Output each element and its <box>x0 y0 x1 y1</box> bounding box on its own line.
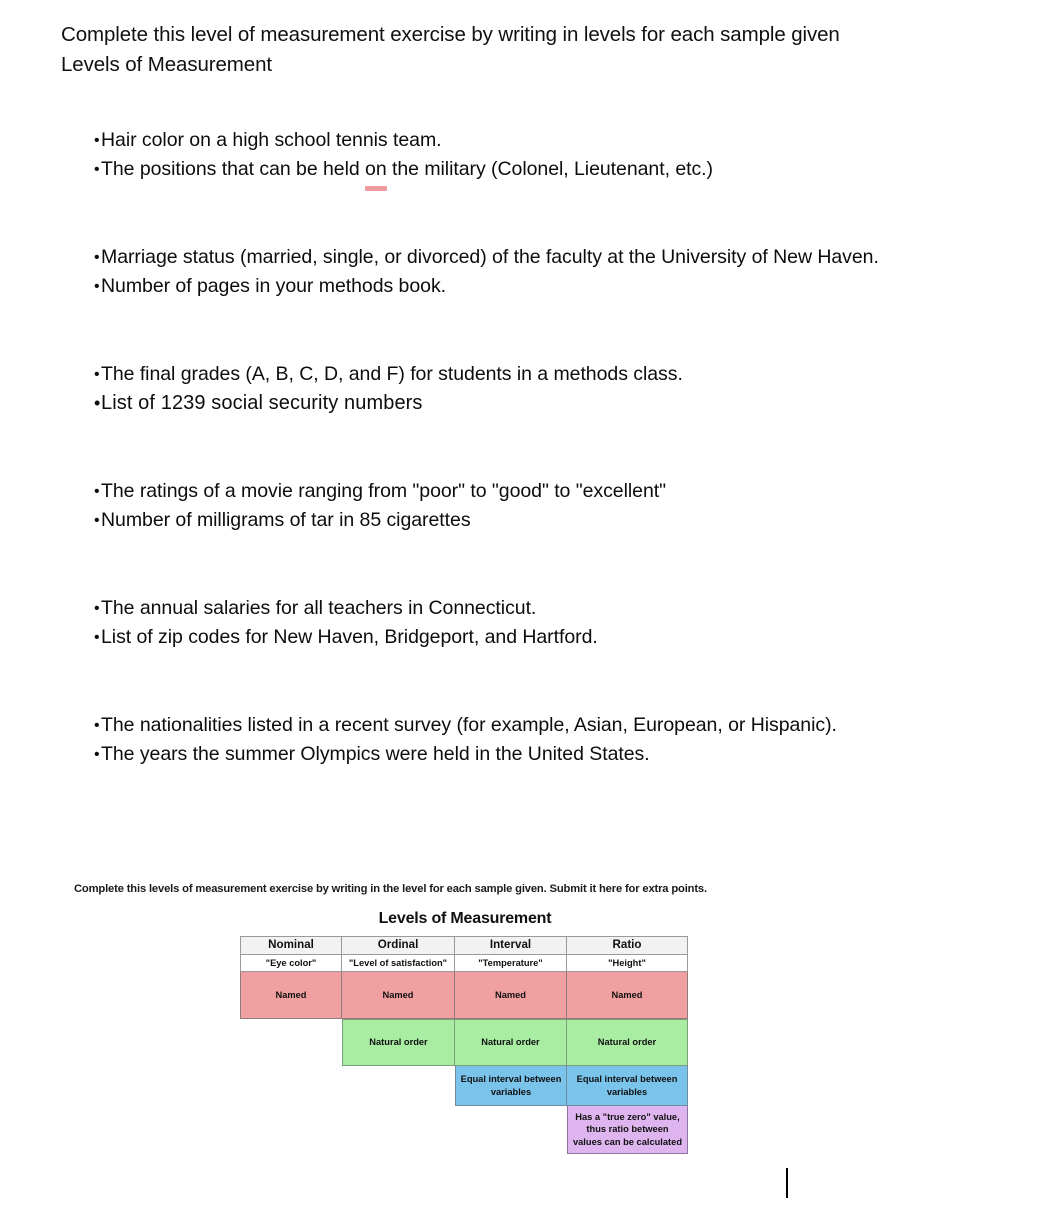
bullet-glyph: • <box>94 161 100 178</box>
list-item-text: The final grades (A, B, C, D, and F) for students in a methods class. <box>101 363 683 385</box>
list-item-text: List of zip codes for New Haven, Bridgeport, and Hartford. <box>101 626 598 648</box>
list-item <box>61 711 1001 740</box>
list-item-text: The nationalities listed in a recent survey (for example, Asian, European, or Hispanic). <box>101 714 837 736</box>
figure-caption: Complete this levels of measurement exercise by writing in the level for each sample given. Submit it here for extra points. <box>74 883 707 895</box>
bullet-glyph: • <box>94 278 100 295</box>
table-row-named <box>240 972 688 1019</box>
list-item-text: Number of milligrams of tar in 85 cigarettes <box>101 509 471 531</box>
text-caret <box>786 1168 788 1198</box>
cell-order-nominal-empty <box>240 1019 342 1066</box>
list-item <box>61 126 1001 155</box>
bullet-glyph: • <box>94 249 100 266</box>
bullet-glyph: • <box>94 132 100 149</box>
cell-ratio-ratio: Has a "true zero" value, thus ratio between values can be calculated <box>567 1106 688 1154</box>
example-ratio: "Height" <box>567 955 688 972</box>
bullet-group-1 <box>61 126 1001 184</box>
figure-title: Levels of Measurement <box>378 910 552 927</box>
bullet-glyph: • <box>94 717 100 734</box>
example-nominal: "Eye color" <box>240 955 342 972</box>
heading-line-2: Levels of Measurement <box>61 53 272 76</box>
cell-ratio-ordinal-empty <box>342 1106 455 1154</box>
exercise-bullet-list <box>61 126 1001 769</box>
bullet-glyph: • <box>94 746 100 763</box>
cell-order-ratio: Natural order <box>567 1019 688 1066</box>
column-header-ordinal: Ordinal <box>342 936 455 955</box>
levels-of-measurement-table <box>240 936 688 1154</box>
bullet-glyph: • <box>94 512 100 529</box>
list-item <box>61 477 1001 506</box>
table-row-natural-order <box>240 1019 688 1066</box>
list-item <box>61 360 1001 389</box>
list-item <box>61 243 1001 272</box>
list-item-text: The ratings of a movie ranging from "poor" to "good" to "excellent" <box>101 480 666 502</box>
list-item-text: Number of pages in your methods book. <box>101 275 447 297</box>
list-item-text-after: the military (Colonel, Lieutenant, etc.) <box>386 158 713 180</box>
list-item-text <box>101 155 1001 184</box>
list-item <box>61 155 1001 184</box>
column-header-nominal: Nominal <box>240 936 342 955</box>
bullet-glyph: • <box>94 483 100 500</box>
levels-of-measurement-figure <box>240 910 690 1154</box>
list-item <box>61 740 1001 769</box>
cell-interval-nominal-empty <box>240 1066 342 1106</box>
bullet-group-4 <box>61 477 1001 535</box>
cell-interval-ratio: Equal interval between variables <box>567 1066 688 1106</box>
table-row <box>240 936 688 955</box>
example-interval: "Temperature" <box>455 955 567 972</box>
page-title <box>61 20 991 80</box>
list-item <box>61 506 1001 535</box>
cell-interval-ordinal-empty <box>342 1066 455 1106</box>
table-row-true-zero <box>240 1106 688 1154</box>
list-item-text: Hair color on a high school tennis team. <box>101 129 442 151</box>
cell-order-ordinal: Natural order <box>342 1019 455 1066</box>
heading-line-1: Complete this level of measurement exercise by writing in levels for each sample given <box>61 23 840 46</box>
list-item-text: The annual salaries for all teachers in Connecticut. <box>101 597 537 619</box>
list-item-text-before: The positions that can be held <box>101 158 366 180</box>
list-item-text: List of 1239 social security numbers <box>101 392 423 414</box>
list-item <box>61 594 1001 623</box>
bullet-group-3 <box>61 360 1001 418</box>
cell-ratio-interval-empty <box>455 1106 567 1154</box>
grammar-suggestion-underline[interactable]: on <box>365 155 387 184</box>
column-header-ratio: Ratio <box>567 936 688 955</box>
bullet-glyph: • <box>94 629 100 646</box>
cell-named-nominal: Named <box>240 972 342 1019</box>
cell-named-ratio: Named <box>567 972 688 1019</box>
bullet-group-5 <box>61 594 1001 652</box>
cell-ratio-nominal-empty <box>240 1106 342 1154</box>
bullet-glyph: • <box>94 393 101 413</box>
cell-named-ordinal: Named <box>342 972 455 1019</box>
list-item <box>61 272 1001 301</box>
bullet-glyph: • <box>94 600 100 617</box>
list-item <box>61 623 1001 652</box>
table-row-equal-interval <box>240 1066 688 1106</box>
column-header-interval: Interval <box>455 936 567 955</box>
example-ordinal: "Level of satisfaction" <box>342 955 455 972</box>
list-item-text: Marriage status (married, single, or divorced) of the faculty at the University of New Haven. <box>101 246 879 268</box>
bullet-glyph: • <box>94 366 100 383</box>
bullet-group-2 <box>61 243 1001 301</box>
cell-interval-interval: Equal interval between variables <box>455 1066 567 1106</box>
table-row <box>240 955 688 972</box>
list-item-text: The years the summer Olympics were held in the United States. <box>101 743 650 765</box>
cell-order-interval: Natural order <box>455 1019 567 1066</box>
bullet-group-6 <box>61 711 1001 769</box>
cell-named-interval: Named <box>455 972 567 1019</box>
list-item <box>61 389 1001 418</box>
